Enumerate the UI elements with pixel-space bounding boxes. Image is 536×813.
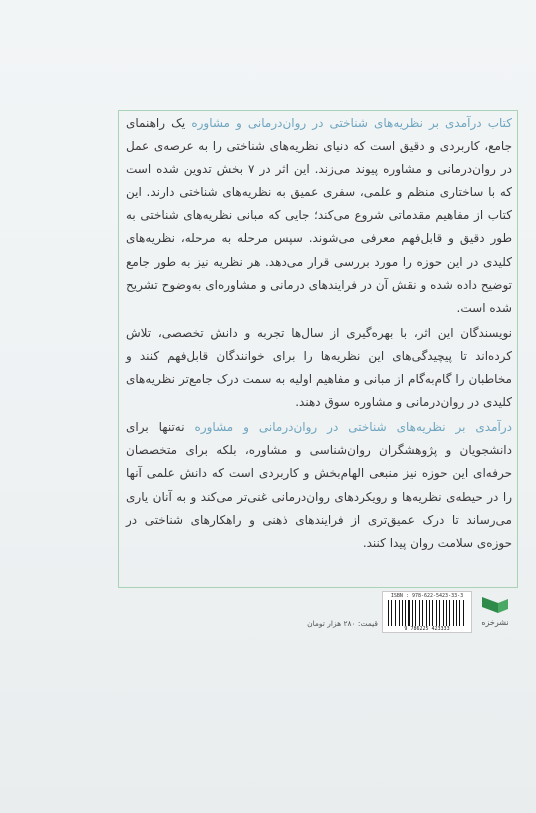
isbn-label: ISBN : 978-622-5423-33-3 <box>390 593 464 599</box>
barcode-bar <box>444 600 445 626</box>
barcode-bar <box>417 600 418 626</box>
barcode-bar <box>396 600 398 626</box>
barcode-bar <box>430 600 431 626</box>
barcode <box>382 591 472 633</box>
price-label: قیمت: ۲۸۰ هزار تومان <box>307 619 378 628</box>
barcode-bar <box>434 600 436 626</box>
blurb-text <box>126 112 512 584</box>
barcode-bar <box>412 600 413 626</box>
publisher-name: نشرخزه <box>481 618 509 627</box>
blurb-paragraph-2: نویسندگان این اثر، با بهره‌گیری از سال‌ها تجربه و دانش تخصصی، تلاش کرده‌اند تا پیچیدگی‌های این نظریه‌ها را برای خوانندگان قابل‌فهم کنند و مخاطبان را گام‌به‌گام از مبانی و مفاهیم اولیه به سمت درک جامع‌تر نظریه‌های کلیدی در روان‌درمانی و مشاوره سوق دهند. <box>126 325 512 410</box>
blurb-paragraph-3 <box>126 416 512 555</box>
barcode-bar <box>422 600 424 626</box>
barcode-bar <box>439 600 440 626</box>
barcode-bar <box>465 600 466 626</box>
barcode-digits: 9 786225 423333 <box>404 626 450 632</box>
barcode-bar <box>402 600 403 626</box>
barcode-bar <box>424 600 425 626</box>
barcode-bar <box>450 600 452 626</box>
barcode-bar <box>393 600 394 626</box>
barcode-bar <box>388 600 389 626</box>
barcode-bar <box>461 600 462 626</box>
barcode-bar <box>408 600 410 626</box>
barcode-bars <box>388 600 466 626</box>
book-title-highlight-2: درآمدی بر نظریه‌های شناختی در روان‌درمانی و مشاوره <box>194 420 512 435</box>
book-title-highlight: کتاب درآمدی بر نظریه‌های شناختی در روان‌درمانی و مشاوره <box>191 116 512 130</box>
barcode-bar <box>459 600 460 626</box>
blurb-paragraph-1 <box>126 112 512 320</box>
paragraph-1-text: یک راهنمای جامع، کاربردی و دقیق است که دنیای نظریه‌های شناختی را به عرصه‌ی عمل در روان‌درمانی و مشاوره پیوند می‌زند. این اثر در ۷ بخش تدوین شده است که با ساختاری منظم و علمی، سفری عمیق به نظریه‌های شناختی دارند. این کتاب از مفاهیم مقدماتی شروع می‌کند؛ جایی که مبانی نظریه‌های شناختی به طور دقیق و قابل‌فهم معرفی می‌شوند. سپس مرحله به مرحله، نظریه‌های کلیدی در این حوزه را مورد بررسی قرار می‌دهد. هر نظریه نیز به طور جامع توضیح داده شده و نقش آن در فرایندهای درمانی و مشاوره‌ای به‌وضوح تشریح شده است. <box>126 116 512 315</box>
barcode-bar <box>454 600 455 626</box>
paragraph-3-text: نه‌تنها برای دانشجویان و پژوهشگران روان‌شناسی و مشاوره، بلکه برای متخصصان حرفه‌ای این حوزه نیز منبعی الهام‌بخش و کاربردی است که دانش علمی آنها را در حیطه‌ی نظریه‌ها و رویکردهای روان‌درمانی غنی‌تر می‌کند و به آنان یاری می‌رساند تا درک عمیق‌تری از فرایندهای ذهنی و راهکارهای شناختی در حوزه‌ی سلامت روان پیدا کنند. <box>126 420 512 550</box>
publisher-logo-icon <box>478 591 512 637</box>
